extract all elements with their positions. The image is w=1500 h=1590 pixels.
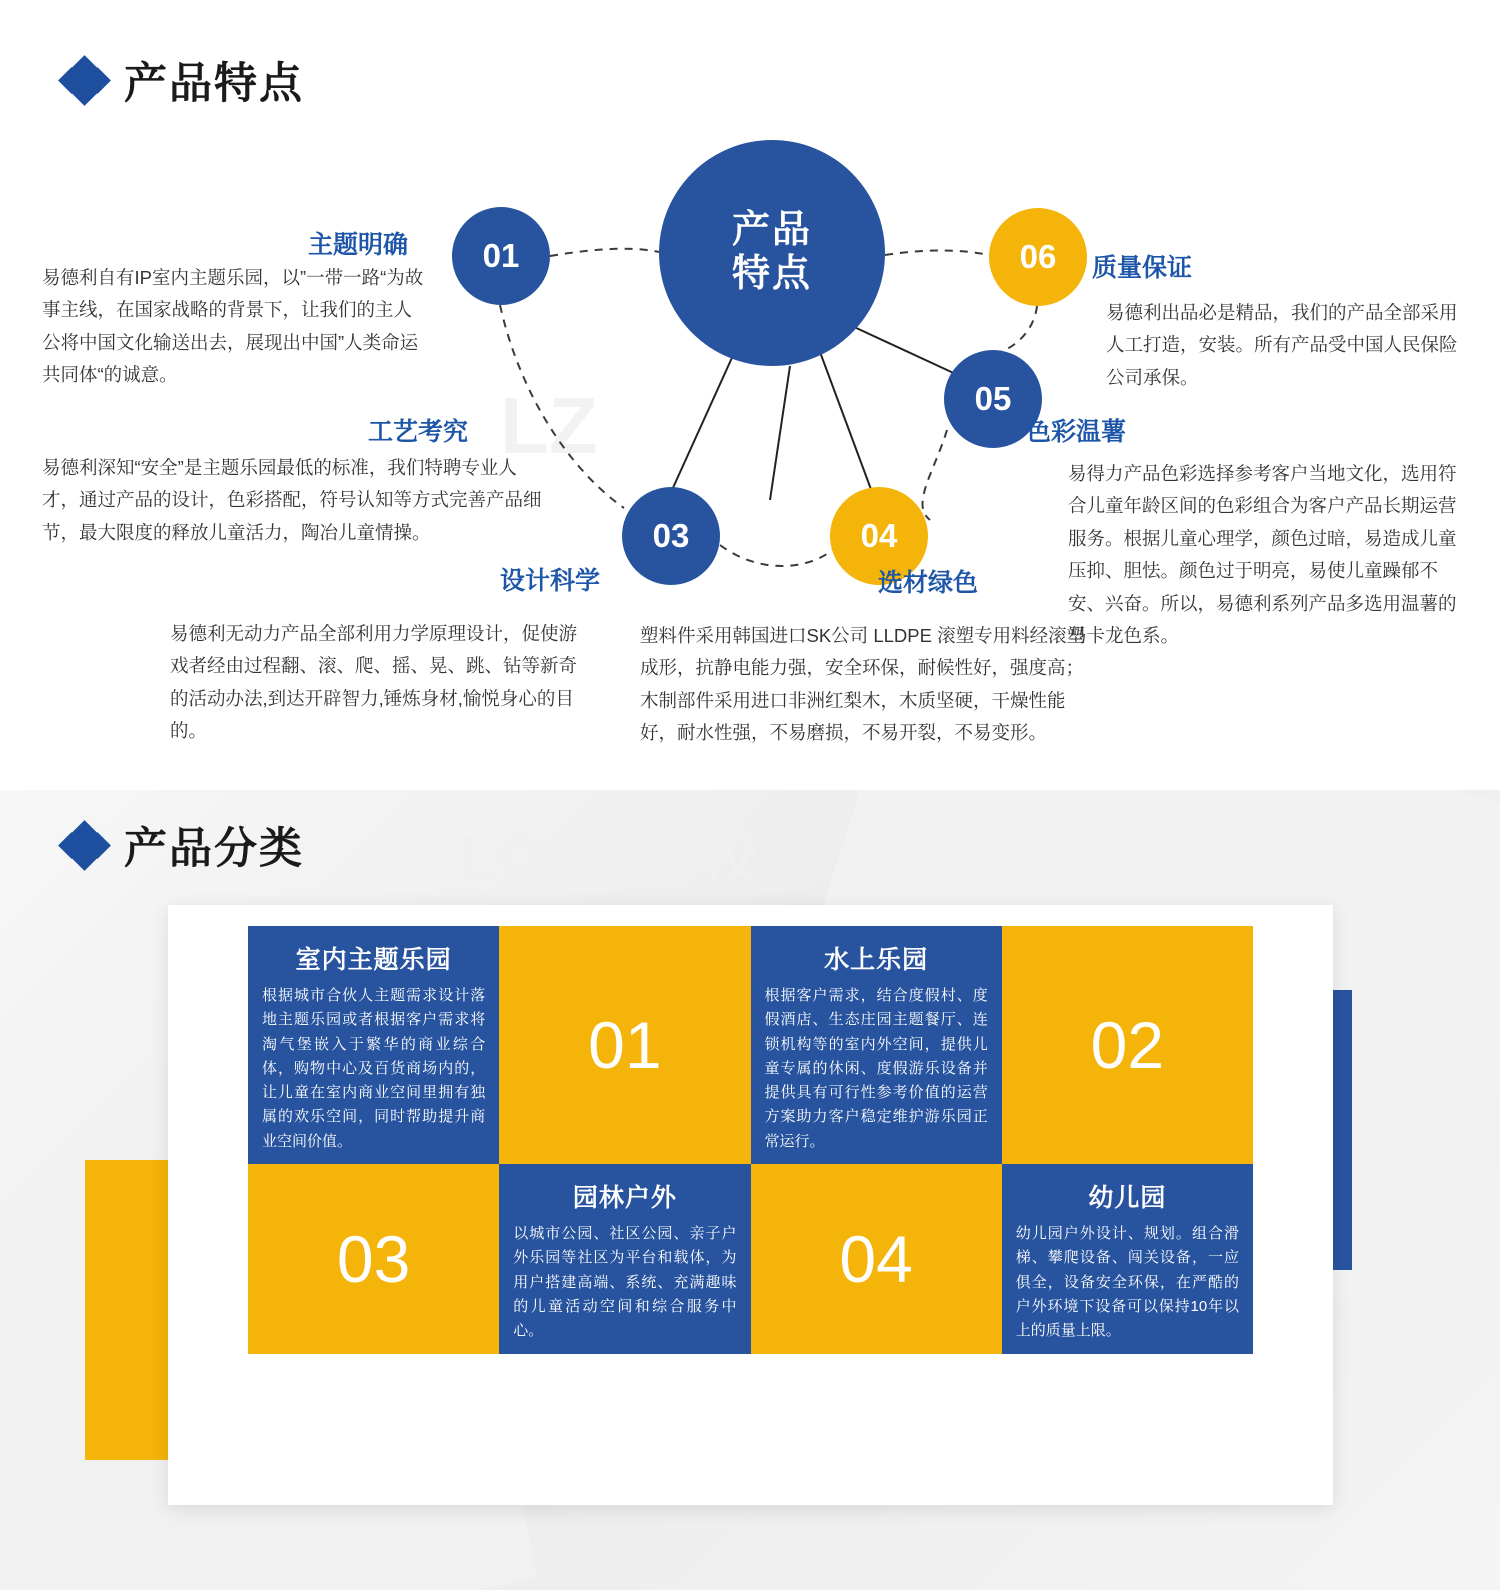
category-cell-02-number[interactable] xyxy=(1002,926,1253,1164)
category-cell-04-text[interactable] xyxy=(1002,1164,1253,1353)
feature-label-05: 色彩温薯 xyxy=(1026,418,1127,446)
feature-desc-03: 易德利无动力产品全部利用力学原理设计，促使游戏者经由过程翻、滚、爬、摇、晃、跳、钻等新奇的活动办法,到达开辟智力,锤炼身材,愉悦身心的目的。 xyxy=(170,623,578,742)
feature-label-04: 选材绿色 xyxy=(878,569,979,597)
category-cell-03-text[interactable] xyxy=(499,1164,750,1353)
category-text-02: 根据客户需求，结合度假村、度假酒店、生态庄园主题餐厅、连锁机构等的室内外空间，提供儿童专属的休闲、度假游乐设备并提供具有可行性参考价值的运营方案助力客户稳定维护游乐园正常运行。 xyxy=(764,987,988,1150)
feature-desc-05: 易得力产品色彩选择参考客户当地文化，选用符合儿童年龄区间的色彩组合为客户产品长期运营服务。根据儿童心理学，颜色过暗，易造成儿童压抑、胆怯。颜色过于明亮，易使儿童躁郁不安、兴奋。所以，易德利系列产品多选用温薯的马卡龙色系。 xyxy=(1068,463,1457,646)
feature-label-03: 设计科学 xyxy=(500,567,601,595)
feature-label-02: 工艺考究 xyxy=(368,418,469,446)
feature-node-04[interactable]: 04 xyxy=(830,487,928,585)
category-number-03: 03 xyxy=(336,1221,411,1296)
category-cell-01-number[interactable] xyxy=(499,926,750,1164)
arrow-right-icon xyxy=(1002,1032,1015,1058)
category-cell-03-number[interactable] xyxy=(248,1164,499,1353)
watermark-lz: LZ xyxy=(500,381,598,470)
feature-desc-04: 塑料件采用韩国进口SK公司 LLDPE 滚塑专用料经滚塑成形，抗静电能力强，安全环保，耐候性好，强度高；木制部件采用进口非洲红梨木，木质坚硬，干燥性能好，耐水性强，不易磨损，不易开裂，不易变形。 xyxy=(640,625,1086,744)
feature-label-06: 质量保证 xyxy=(1092,254,1193,282)
product-categories-section xyxy=(0,790,1500,1590)
features-heading-text: 产品特点 xyxy=(124,60,304,108)
diamond-bullet-icon xyxy=(62,824,106,868)
category-number-01: 01 xyxy=(588,1008,662,1083)
category-number-04: 04 xyxy=(839,1221,913,1296)
feature-label-01: 主题明确 xyxy=(308,231,409,259)
category-cell-02-text[interactable] xyxy=(751,926,1002,1164)
feature-node-05[interactable]: 05 xyxy=(944,350,1042,448)
feature-node-03[interactable]: 03 xyxy=(622,487,720,585)
categories-grid xyxy=(248,926,1253,1351)
category-cell-04-number[interactable] xyxy=(751,1164,1002,1353)
accent-block-blue xyxy=(1330,990,1352,1270)
arrow-right-icon xyxy=(499,1032,512,1058)
categories-heading-text: 产品分类 xyxy=(124,825,304,873)
category-cell-01-text[interactable] xyxy=(248,926,499,1164)
feature-node-06[interactable]: 06 xyxy=(989,208,1087,306)
center-node-line2: 特点 xyxy=(731,253,812,295)
category-title-04: 幼儿园 xyxy=(1088,1184,1167,1213)
feature-desc-01: 易德利自有IP室内主题乐园，以”一带一路“为故事主线，在国家战略的背景下，让我们的主人公将中国文化输送出去，展现出中国”人类命运共同体“的诚意。 xyxy=(42,267,424,386)
category-title-01: 室内主题乐园 xyxy=(295,946,452,974)
feature-node-01[interactable]: 01 xyxy=(452,207,550,305)
feature-desc-02: 易德利深知“安全”是主题乐园最低的标准，我们特聘专业人才，通过产品的设计，色彩搭配，符号认知等方式完善产品细节，最大限度的释放儿童活力，陶冶儿童情操。 xyxy=(42,457,542,543)
category-title-02: 水上乐园 xyxy=(824,946,929,974)
feature-desc-06: 易德利出品必是精品，我们的产品全部采用人工打造，安装。所有产品受中国人民保险公司承保。 xyxy=(1106,302,1458,388)
categories-heading xyxy=(62,815,304,876)
category-number-02: 02 xyxy=(1090,1008,1165,1083)
arrow-left-icon xyxy=(486,1246,499,1272)
category-text-03: 以城市公园、社区公园、亲子户外乐园等社区为平台和载体，为用户搭建高端、系统、充满趣味的儿童活动空间和综合服务中心。 xyxy=(513,1225,737,1340)
watermark-logo: LOGO比较 xyxy=(460,825,759,890)
center-node-product-features xyxy=(659,140,885,366)
center-node-line1: 产品 xyxy=(731,209,812,252)
category-text-01: 根据城市合伙人主题需求设计落地主题乐园或者根据客户需求将淘气堡嵌入于繁华的商业综合体，购物中心及百货商场内的，让儿童在室内商业空间里拥有独属的欢乐空间，同时帮助提升商业空间价值。 xyxy=(262,987,486,1150)
category-text-04: 幼儿园户外设计、规划。组合滑梯、攀爬设备、闯关设备，一应俱全，设备安全环保，在严酷的户外环境下设备可以保持10年以上的质量上限。 xyxy=(1015,1225,1239,1340)
category-title-03: 园林户外 xyxy=(572,1184,677,1213)
